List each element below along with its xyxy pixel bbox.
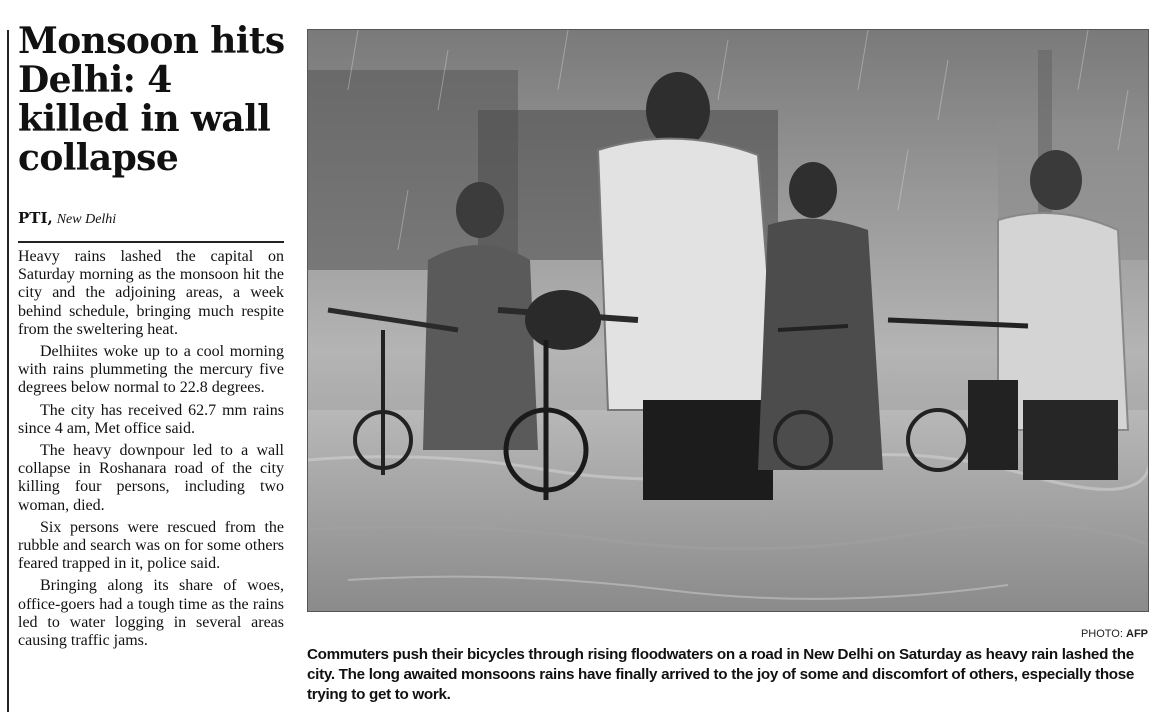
byline-rule	[18, 241, 284, 243]
article-paragraph: The heavy downpour led to a wall collapse in Roshanara road of the city killing four persons, including two woman, died.	[18, 442, 284, 514]
article-paragraph: Delhiites woke up to a cool morning with rains plummeting the mercury five degrees below normal to 22.8 degrees.	[18, 343, 284, 397]
article-paragraph: Six persons were rescued from the rubble and search was on for some others feared trapped in it, police said.	[18, 518, 284, 573]
article-paragraph: Bringing along its share of woes, office-goers had a tough time as the rains led to water logging in several areas causing traffic jams.	[18, 577, 284, 650]
flood-commuters-illustration	[308, 30, 1149, 612]
article-paragraph: Heavy rains lashed the capital on Saturday morning as the monsoon hit the city and the adjoining areas, a week behind schedule, bringing much respite from the sweltering heat.	[18, 248, 284, 338]
photo-credit-source: AFP	[1126, 628, 1148, 640]
byline-agency: PTI,	[18, 209, 53, 227]
photo-credit	[1081, 628, 1148, 640]
photo-caption: Commuters push their bicycles through rising floodwaters on a road in New Delhi on Saturday as heavy rain lashed the city. The long awaited monsoons rains have finally arrived to the joy of some and discomfort of others, especially those trying to get to work.	[307, 646, 1135, 703]
news-photo	[307, 29, 1149, 612]
left-column-rule	[7, 30, 9, 712]
byline-place: New Delhi	[56, 212, 117, 227]
article-paragraph: The city has received 62.7 mm rains since 4 am, Met office said.	[18, 401, 284, 437]
headline: Monsoon hits Delhi: 4 killed in wall collapse	[18, 20, 285, 179]
article-body	[18, 248, 284, 654]
byline	[18, 208, 116, 230]
photo-credit-label: PHOTO:	[1080, 628, 1123, 640]
